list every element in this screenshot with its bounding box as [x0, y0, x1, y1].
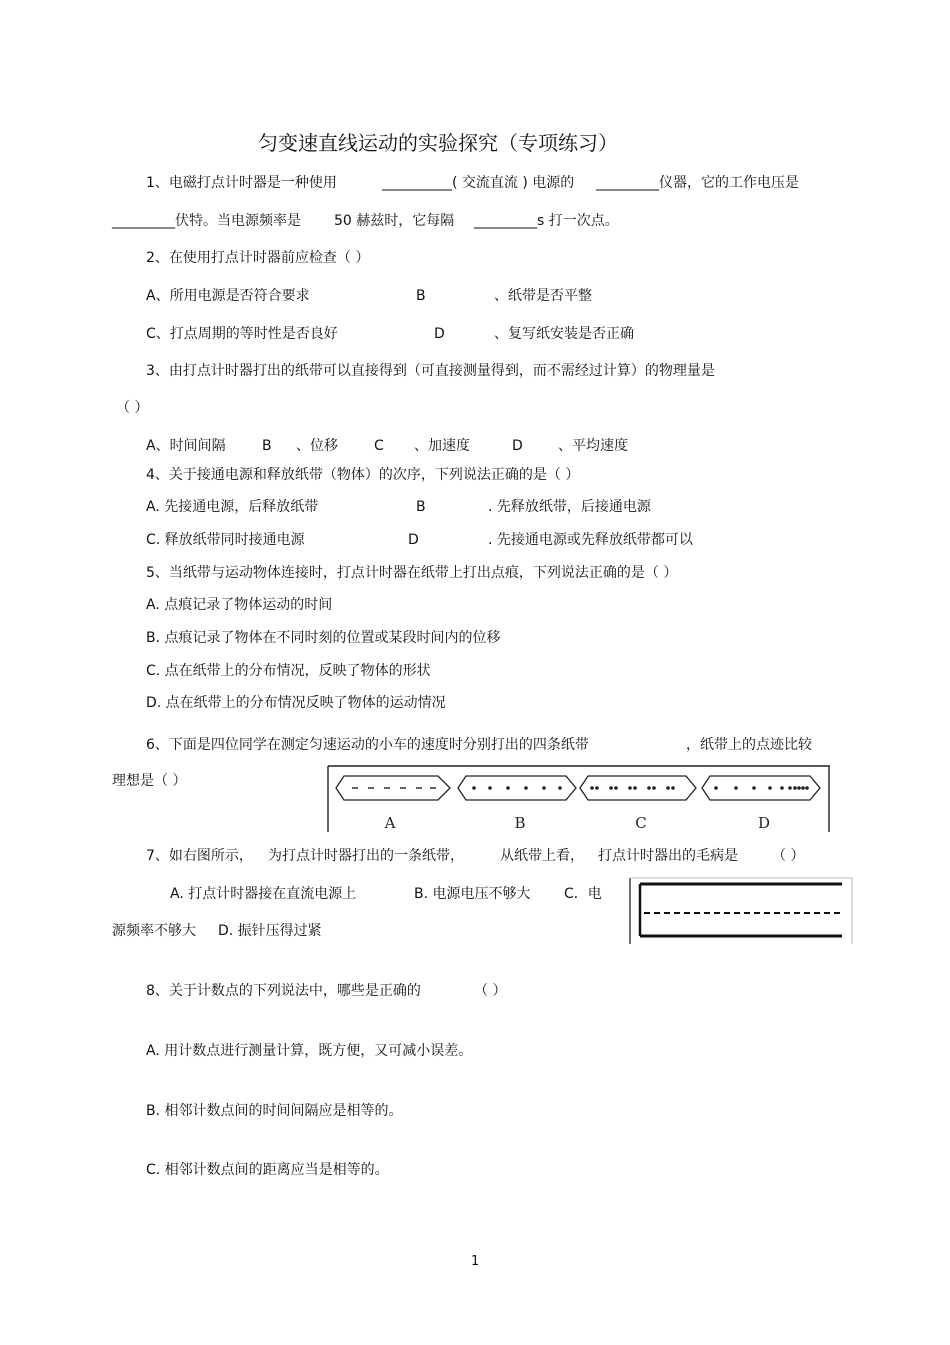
q7-tape-figure	[628, 876, 854, 946]
q1-text-a: 1、电磁打点计时器是一种使用	[146, 175, 337, 191]
q2-option-c: C、打点周期的等时性是否良好	[146, 326, 338, 342]
q1-text-f: _________s 打一次点。	[474, 213, 619, 229]
tape-label-d: D	[757, 814, 771, 832]
q7-option-c: C．电	[564, 886, 602, 902]
q7-option-b: B. 电源电压不够大	[414, 886, 531, 902]
q4-option-c: C. 释放纸带同时接通电源	[146, 532, 305, 548]
q2-stem: 2、在使用打点计时器前应检查（ ）	[146, 250, 370, 266]
q4-option-d-letter: D	[408, 532, 419, 548]
q7-option-a: A. 打点计时器接在直流电源上	[170, 886, 357, 902]
q5-stem: 5、当纸带与运动物体连接时，打点计时器在纸带上打出点痕，下列说法正确的是（ ）	[146, 565, 678, 581]
q3-stem: 3、由打点计时器打出的纸带可以直接得到（可直接测量得到，而不需经过计算）的物理量是	[146, 363, 715, 379]
tape-label-c: C	[635, 814, 647, 832]
q2-option-d-text: 、复写纸安装是否正确	[494, 326, 634, 342]
q4-stem: 4、关于接通电源和释放纸带（物体）的次序，下列说法正确的是（ ）	[146, 467, 580, 483]
paper-tape-figure	[326, 762, 832, 834]
q3-option-a: A、时间间隔	[146, 438, 226, 454]
q4-option-d-text: . 先接通电源或先释放纸带都可以	[488, 532, 693, 548]
q7-option-d: D. 振针压得过紧	[218, 923, 322, 939]
q3-option-b-text: 、位移	[296, 438, 338, 454]
q1-text-b: __________( 交流直流 ) 电源的	[382, 175, 575, 191]
q4-option-b-text: . 先释放纸带，后接通电源	[488, 499, 651, 515]
page-title: 匀变速直线运动的实验探究（专项练习）	[258, 131, 618, 155]
q8-stem: 8、关于计数点的下列说法中，哪些是正确的	[146, 983, 421, 999]
q2-option-d-letter: D	[434, 326, 445, 342]
q3-option-b-letter: B	[262, 438, 272, 454]
tape-b-dots	[472, 786, 562, 790]
q3-option-c-text: 、加速度	[414, 438, 470, 454]
q3-option-c-letter: C	[374, 438, 384, 454]
page-number: 1	[471, 1254, 480, 1269]
q5-option-a: A. 点痕记录了物体运动的时间	[146, 597, 333, 613]
q5-option-d: D. 点在纸带上的分布情况反映了物体的运动情况	[146, 695, 446, 711]
q3-option-d-letter: D	[512, 438, 523, 454]
q4-option-b-letter: B	[416, 499, 426, 515]
q1-text-d: _________伏特。当电源频率是	[112, 213, 301, 229]
q6-stem-a: 6、下面是四位同学在测定匀速运动的小车的速度时分别打出的四条纸带	[146, 737, 589, 753]
q3-option-d-text: 、平均速度	[558, 438, 628, 454]
q8-option-c: C. 相邻计数点间的距离应当是相等的。	[146, 1162, 389, 1178]
q5-option-c: C. 点在纸带上的分布情况，反映了物体的形状	[146, 663, 431, 679]
q4-option-a: A. 先接通电源，后释放纸带	[146, 499, 319, 515]
q8-option-a: A. 用计数点进行测量计算，既方便，又可减小误差。	[146, 1043, 473, 1059]
q2-option-b-letter: B	[416, 288, 426, 304]
q7-option-c-cont: 源频率不够大	[112, 923, 196, 939]
tape-label-a: A	[384, 814, 396, 832]
q3-paren: （ ）	[116, 400, 149, 416]
tape-c-dots	[590, 786, 675, 790]
tape-label-b: B	[514, 814, 526, 832]
q7-text-d: 打点计时器出的毛病是	[598, 848, 738, 864]
q7-text-e: （ ）	[772, 848, 805, 864]
q8-option-b: B. 相邻计数点间的时间间隔应是相等的。	[146, 1103, 403, 1119]
q7-text-b: 为打点计时器打出的一条纸带，	[268, 848, 464, 864]
q7-text-a: 7、如右图所示，	[146, 848, 253, 864]
q2-option-b-text: 、纸带是否平整	[494, 288, 592, 304]
q1-text-c: _________仪器，它的工作电压是	[596, 175, 799, 191]
q1-text-e: 50 赫兹时，它每隔	[334, 213, 455, 229]
q8-paren: （ ）	[474, 983, 507, 999]
q6-stem-b: ，纸带上的点迹比较	[686, 737, 812, 753]
q2-option-a: A、所用电源是否符合要求	[146, 288, 310, 304]
tape-d-dots	[714, 786, 809, 790]
q7-text-c: 从纸带上看，	[500, 848, 584, 864]
q5-option-b: B. 点痕记录了物体在不同时刻的位置或某段时间内的位移	[146, 630, 501, 646]
q6-stem-c: 理想是（ ）	[112, 773, 187, 789]
